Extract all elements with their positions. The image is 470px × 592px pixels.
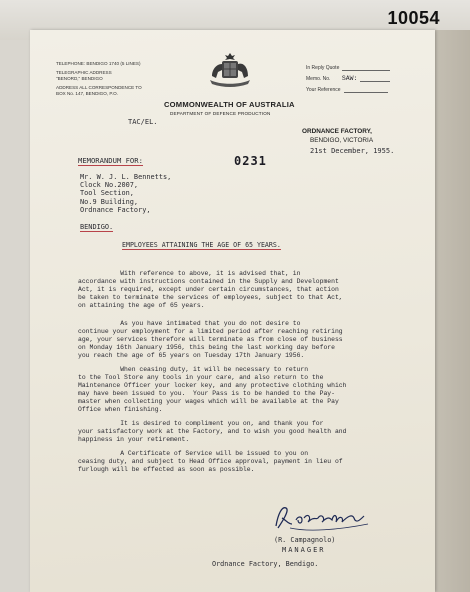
body-paragraph: With reference to above, it is advised that, in accordance with instructions contained in the Supply and Development Act, it is required, except under certain circumstances, that action be taken to terminate the services of employees, subject to that Act, on attaining the age of 65 years. (78, 270, 343, 310)
address-label: ADDRESS ALL CORRESPONDENCE TO (56, 85, 142, 90)
handwritten-signature (268, 498, 378, 538)
in-reply-quote-label: In Reply Quote (306, 65, 340, 71)
letter-date: 21st December, 1955. (310, 147, 395, 155)
body-paragraph: It is desired to compliment you on, and thank you for your satisfactory work at the Factory, and to wish you good health and happiness in your retirement. (78, 420, 347, 444)
body-paragraph: A Certificate of Service will be issued to you on ceasing duty, and subject to Head Office approval, payment in lieu of furlough will be effected as soon as possible. (78, 450, 343, 474)
org-title: COMMONWEALTH OF AUSTRALIA (164, 100, 295, 109)
recipient-line: Mr. W. J. L. Bennetts, (80, 173, 172, 181)
catalog-number: 10054 (387, 8, 440, 28)
reference-code: TAC/EL. (128, 118, 158, 126)
memo-no-row (306, 75, 390, 82)
letter-page (30, 30, 435, 592)
signatory-name: (R. Campagnolo) (274, 536, 336, 544)
memo-no-label: Memo. No. (306, 76, 331, 82)
letterhead-contact (56, 61, 142, 97)
recipient-line: No.9 Building, (80, 197, 139, 206)
in-reply-quote (306, 65, 390, 71)
postal-address: BOX No. 147, BENDIGO, P.O. (56, 91, 118, 96)
coat-of-arms-icon (206, 52, 254, 90)
memo-number: 0231 (234, 154, 267, 168)
body-paragraph: When ceasing duty, it will be necessary to return to the Tool Store any tools in your care, and also return to the Maintenance Officer your locker key, and any protective clothing which may have been issued to you. Your Pass is to be handed to the Pay- master when collecting your wages which will be available at the Pay Office when finishing. (78, 366, 347, 414)
signatory-org: Ordnance Factory, Bendigo. (212, 560, 319, 568)
sender-line-2: BENDIGO, VICTORIA (310, 137, 374, 144)
recipient-line: Clock No.2007, (80, 181, 139, 190)
recipient-line: Tool Section, (80, 189, 134, 198)
telegraphic-label: TELEGRAPHIC ADDRESS (56, 70, 112, 75)
memorandum-label: MEMORANDUM FOR: (78, 156, 143, 165)
memo-no-value: SAW: (341, 75, 358, 82)
recipient-line: Ordnance Factory, (80, 205, 151, 214)
org-subtitle: DEPARTMENT OF DEFENCE PRODUCTION (170, 111, 271, 116)
recipient-block (80, 173, 171, 233)
body-paragraph: As you have intimated that you do not desire to continue your employment for a limited period after reaching retiring age, your services therefore will terminate as from close of business on Monday 16th January 1956, this being the last working day before you reach the age of 65 years on Tuesday 17th January 1956. (78, 320, 343, 360)
telegraphic-address: "BENORD," BENDIGO (56, 76, 103, 81)
subject-line: EMPLOYEES ATTAINING THE AGE OF 65 YEARS. (122, 241, 281, 249)
signatory-title: MANAGER (282, 546, 326, 554)
telephone-line: TELEPHONE: BENDIGO 1740 (5 LINES) (56, 61, 141, 66)
sender-line-1: ORDNANCE FACTORY, (302, 128, 372, 135)
your-reference-label: Your Reference (306, 87, 341, 93)
recipient-line: BENDIGO. (80, 223, 114, 232)
your-reference (306, 87, 388, 93)
